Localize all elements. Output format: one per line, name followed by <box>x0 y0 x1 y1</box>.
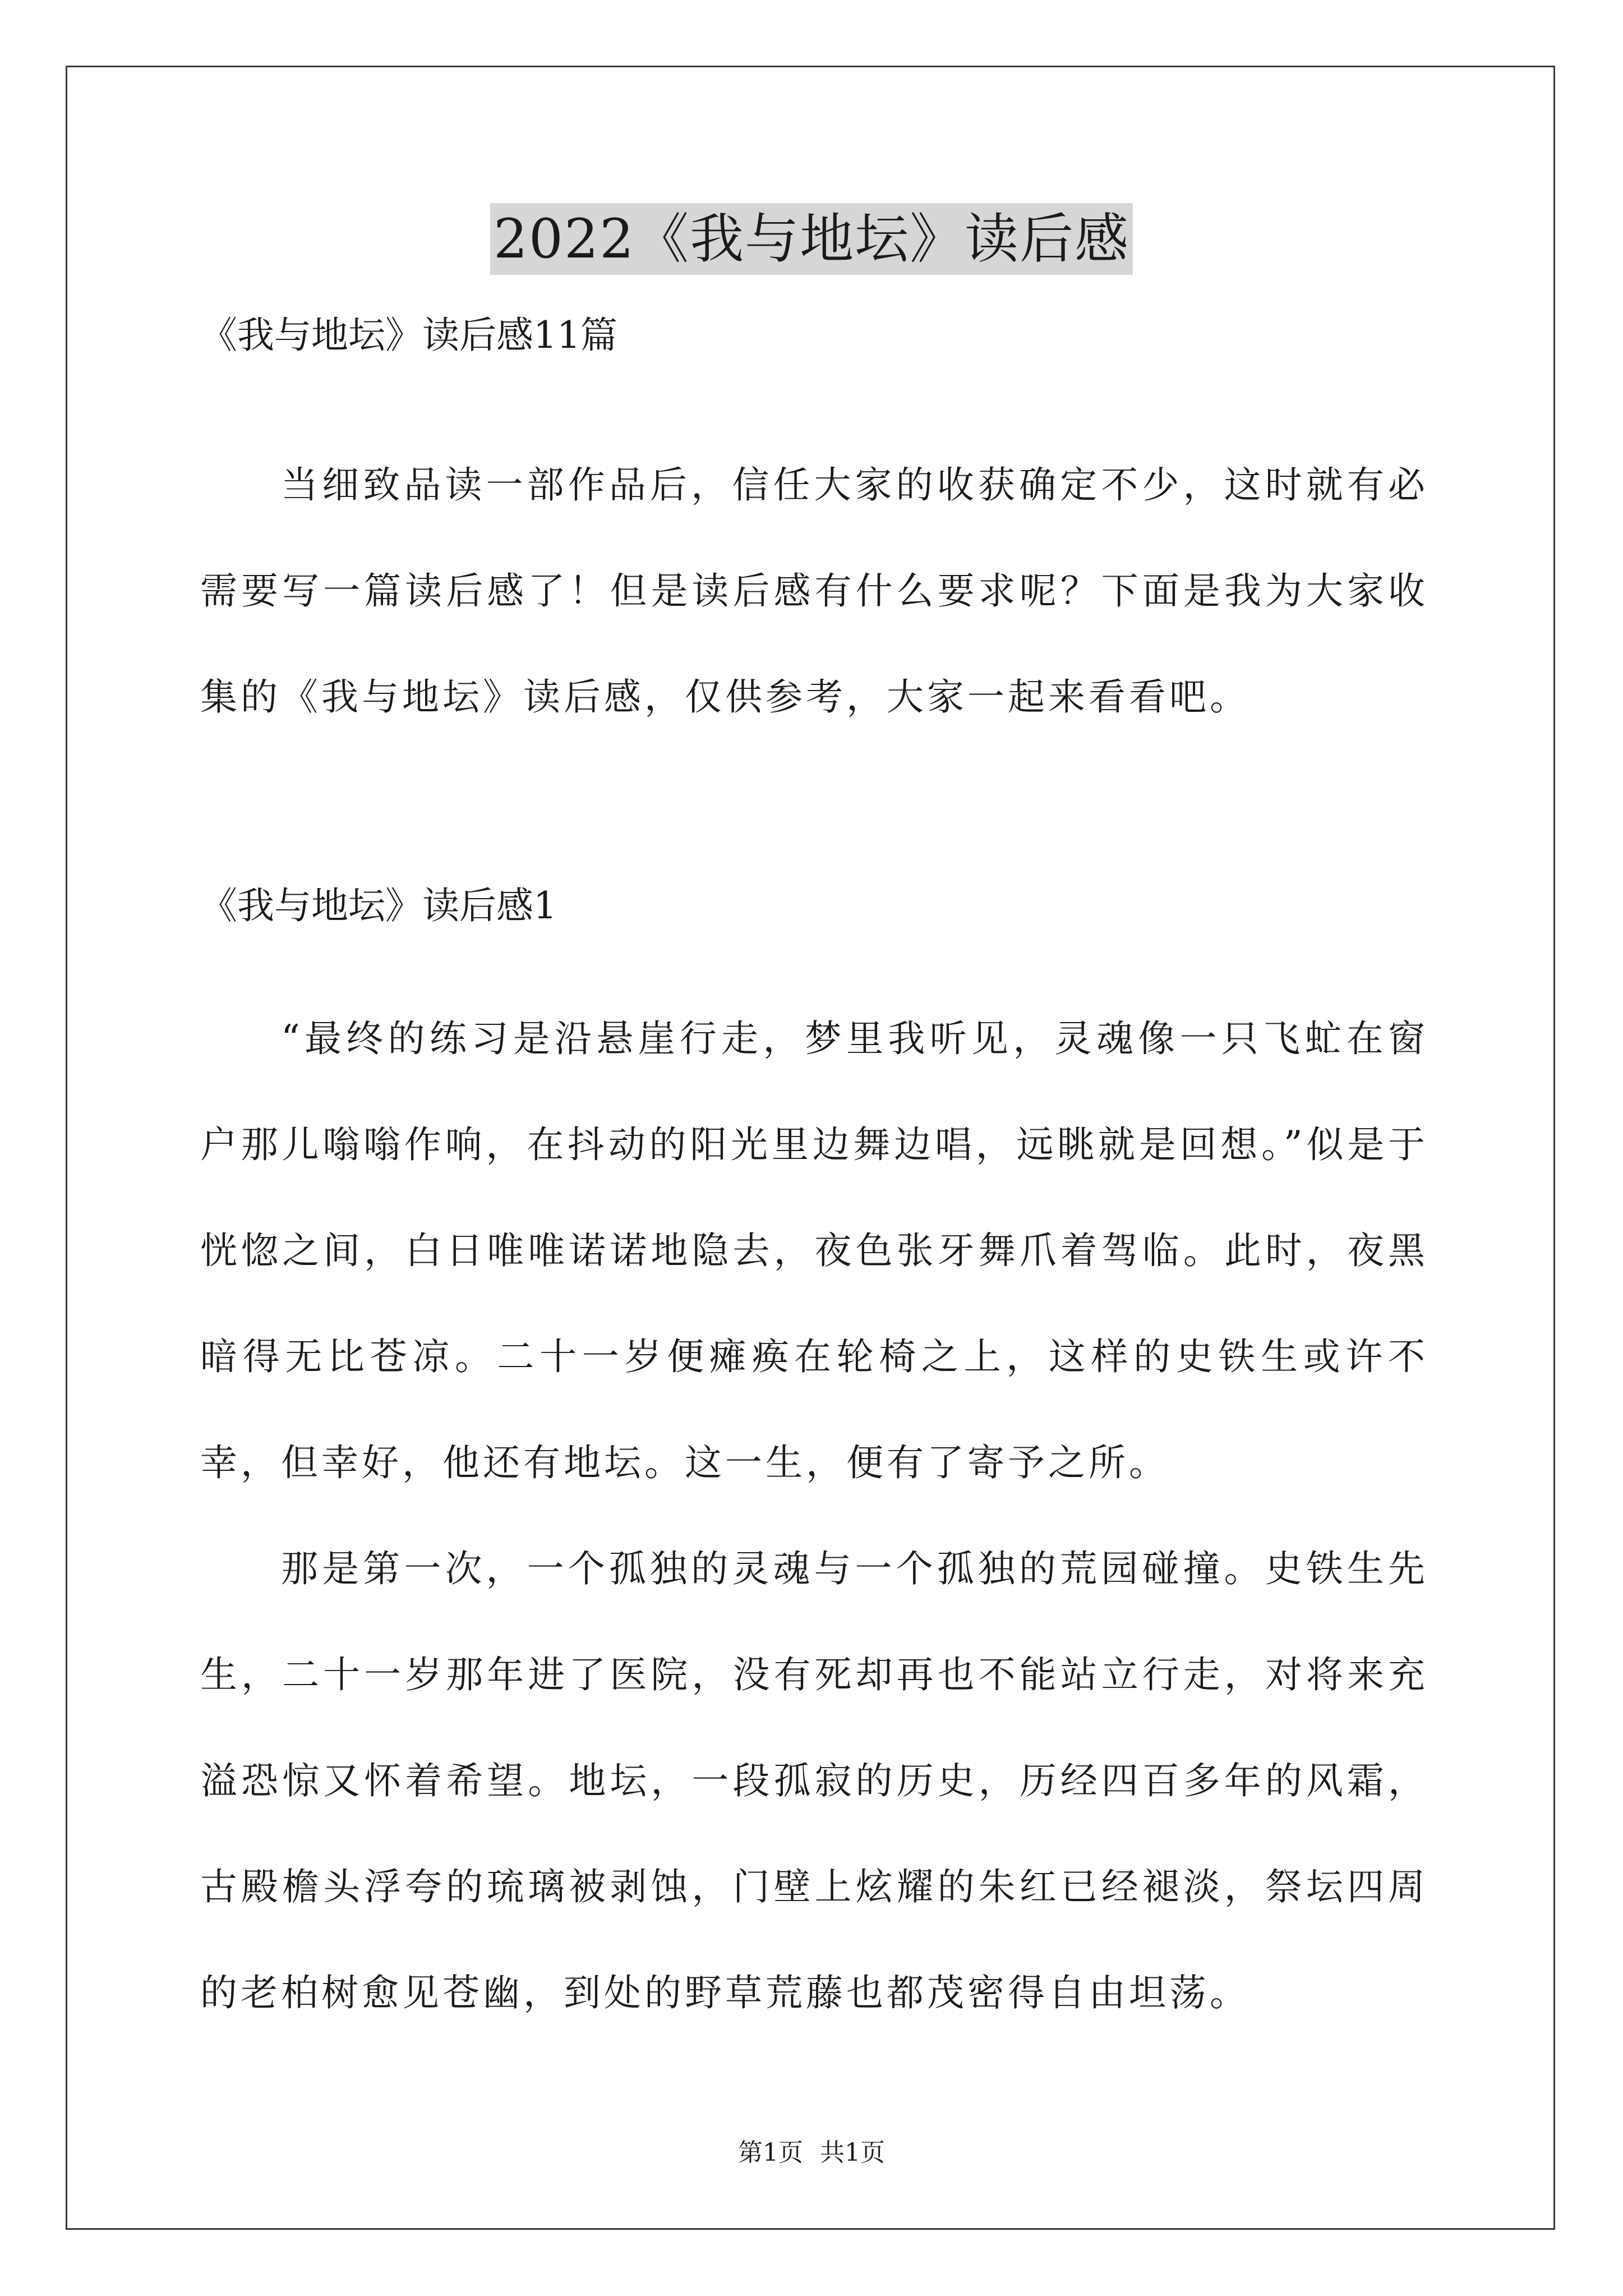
section-heading: 《我与地坛》读后感1 <box>200 884 557 927</box>
title-container <box>0 203 1623 275</box>
document-title: 2022《我与地坛》读后感 <box>490 203 1133 275</box>
document-subtitle: 《我与地坛》读后感11篇 <box>200 314 617 357</box>
page-number: 第1页 共1页 <box>738 2138 885 2167</box>
body-paragraph-1: “最终的练习是沿悬崖行走，梦里我听见，灵魂像一只飞虻在窗户那儿嗡嗡作响，在抖动的阳光里边舞边唱，远眺就是回想。”似是于恍惚之间，白日唯唯诺诺地隐去，夜色张牙舞爪着驾临。此时，夜黑暗得无比苍凉。二十一岁便瘫痪在轮椅之上，这样的史铁生或许不幸，但幸好，他还有地坛。这一生，便有了寄予之所。 <box>200 1017 1428 1484</box>
document-body <box>200 307 1428 2046</box>
body-paragraph-2: 那是第一次，一个孤独的灵魂与一个孤独的荒园碰撞。史铁生先生，二十一岁那年进了医院，没有死却再也不能站立行走，对将来充溢恐惊又怀着希望。地坛，一段孤寂的历史，历经四百多年的风霜，古殿檐头浮夸的琉璃被剥蚀，门壁上炫耀的朱红已经褪淡，祭坛四周的老柏树愈见苍幽，到处的野草荒藤也都茂密得自由坦荡。 <box>200 1547 1428 2014</box>
intro-paragraph: 当细致品读一部作品后，信任大家的收获确定不少，这时就有必需要写一篇读后感了！但是读后感有什么要求呢？下面是我为大家收集的《我与地坛》读后感，仅供参考，大家一起来看看吧。 <box>200 463 1428 719</box>
